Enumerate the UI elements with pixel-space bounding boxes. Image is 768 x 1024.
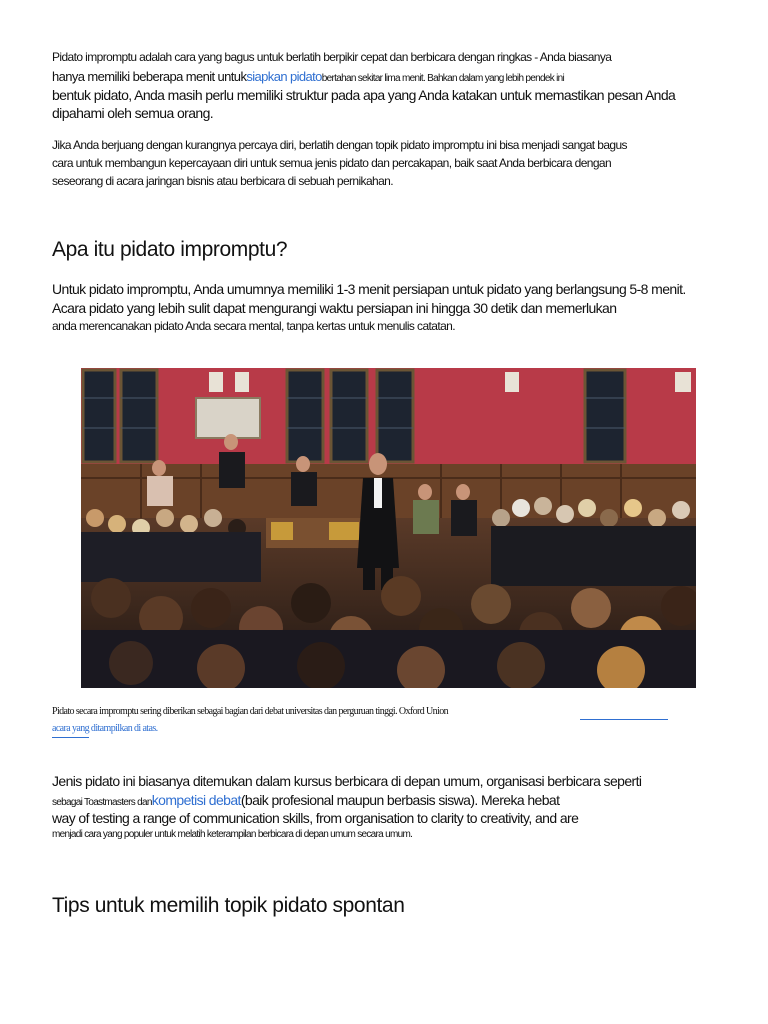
para3-line-3: anda merencanakan pidato Anda secara mental, tanpa kertas untuk menulis catatan. — [52, 319, 455, 333]
prepare-speech-link[interactable]: siapkan pidato — [246, 69, 322, 84]
photo-caption-line-2 — [52, 723, 158, 734]
para2-line-1: Jika Anda berjuang dengan kurangnya percaya diri, berlatih dengan topik pidato impromptu ini bisa menjadi sangat bagus — [52, 138, 627, 152]
caption-link-underline-1 — [580, 719, 668, 720]
section-heading-what-is-impromptu: Apa itu pidato impromptu? — [52, 238, 288, 261]
intro-line-3: bentuk pidato, Anda masih perlu memiliki struktur pada apa yang Anda katakan untuk memastikan pesan Anda — [52, 87, 676, 103]
para4-line-2-post: (baik profesional maupun berbasis siswa). Mereka hebat — [240, 792, 560, 808]
intro-line-2-pre: hanya memiliki beberapa menit untuk — [52, 69, 247, 84]
section-heading-tips: Tips untuk memilih topik pidato spontan — [52, 894, 405, 917]
intro-line-1: Pidato impromptu adalah cara yang bagus untuk berlatih berpikir cepat dan berbicara dengan ringkas - Anda biasanya — [52, 50, 612, 64]
para2-line-3: seseorang di acara jaringan bisnis atau berbicara di sebuah pernikahan. — [52, 174, 393, 188]
para4-line-1: Jenis pidato ini biasanya ditemukan dalam kursus berbicara di depan umum, organisasi berbicara seperti — [52, 773, 642, 789]
photo-caption-line-1: Pidato secara impromptu sering diberikan sebagai bagian dari debat universitas dan perguruan tinggi. Oxford Union — [52, 706, 449, 717]
para3-line-2: Acara pidato yang lebih sulit dapat mengurangi waktu persiapan ini hingga 30 detik dan memerlukan — [52, 300, 617, 316]
intro-line-2 — [52, 69, 564, 84]
debate-hall-photo — [81, 368, 696, 688]
para4-line-3: way of testing a range of communication skills, from organisation to clarity to creativity, and are — [52, 810, 579, 826]
para4-line-2 — [52, 792, 559, 808]
para2-line-2: cara untuk membangun kepercayaan diri untuk semua jenis pidato dan percakapan, baik saat Anda berbicara dengan — [52, 156, 612, 170]
para4-line-2-pre: sebagai Toastmasters dan — [52, 797, 152, 808]
intro-line-4: dipahami oleh semua orang. — [52, 105, 214, 121]
para3-line-1: Untuk pidato impromptu, Anda umumnya memiliki 1-3 menit persiapan untuk pidato yang berlangsung 5-8 menit. — [52, 281, 686, 297]
intro-line-2-post: bertahan sekitar lima menit. Bahkan dalam yang lebih pendek ini — [321, 73, 564, 84]
debate-competition-link[interactable]: kompetisi debat — [151, 792, 241, 808]
caption-link-underline-2 — [52, 737, 89, 738]
para4-line-4: menjadi cara yang populer untuk melatih keterampilan berbicara di depan umum secara umum. — [52, 829, 413, 840]
caption-event-link[interactable]: acara yang ditampilkan di atas. — [52, 723, 158, 734]
